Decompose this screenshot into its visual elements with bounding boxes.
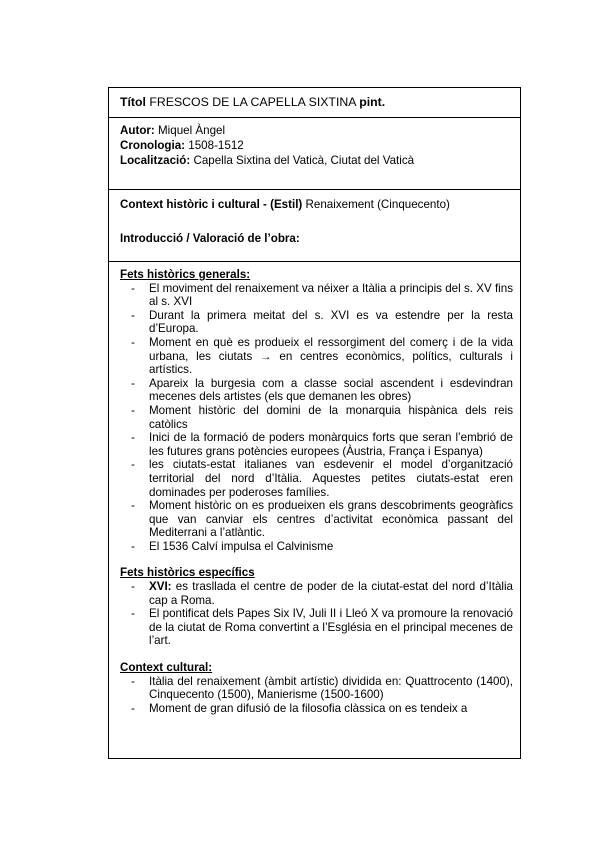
list-item (109, 309, 520, 336)
dash-bullet: - (131, 335, 135, 349)
list-item (109, 377, 520, 404)
dash-bullet: - (131, 376, 135, 390)
cronologia-label: Cronologia: (120, 139, 186, 152)
list-item (109, 431, 520, 458)
title-suffix: pint. (359, 95, 386, 109)
section-list (109, 580, 520, 648)
cronologia-value: 1508-1512 (188, 139, 244, 152)
list-item (109, 499, 520, 540)
item-text: El pontificat dels Papes Six IV, Juli II i Lleó X va promoure la renovació de la ciutat de Roma convertint a l’Església en el principal mecenes de l’art. (149, 607, 513, 648)
context-value: Renaixement (Cinquecento) (305, 198, 450, 211)
item-text: Apareix la burgesia com a classe social ascendent i esdevindran mecenes dels artistes (els que demanen les obres) (149, 376, 513, 404)
dash-bullet: - (131, 458, 135, 472)
dash-bullet: - (131, 674, 135, 688)
dash-bullet: - (131, 607, 135, 621)
localitzacio-row (120, 154, 414, 168)
list-item (109, 675, 520, 702)
dash-bullet: - (131, 431, 135, 445)
item-bold: XVI: (149, 580, 172, 594)
document-title (120, 96, 385, 110)
list-item (109, 702, 520, 716)
item-text: Inici de la formació de poders monàrquics forts que seran l’embrió de les futures grans potències europees (Àustria, França i Espanya) (149, 431, 513, 458)
dash-bullet: - (131, 281, 135, 295)
list-item (109, 458, 520, 499)
section-list (109, 282, 520, 554)
section-gap (109, 553, 520, 566)
list-item (109, 404, 520, 431)
info-box (108, 117, 521, 190)
context-label: Context històric i cultural - (Estil) (120, 198, 303, 211)
section-title: Fets històrics generals: (120, 268, 251, 281)
dash-bullet: - (131, 499, 135, 513)
item-text: les ciutats-estat italianes van esdevenir el model d’organització territorial del nord d’Itàlia. Aquestes petites ciutats-estat eren dominades per poderoses famílies. (149, 458, 513, 499)
intro-label: Introducció / Valoració de l’obra: (120, 232, 300, 245)
list-item (109, 282, 520, 309)
item-text: El 1536 Calví impulsa el Calvinisme (149, 539, 334, 553)
list-item (109, 580, 520, 607)
title-value: FRESCOS DE LA CAPELLA SIXTINA (149, 95, 356, 109)
sections-container (109, 262, 520, 715)
localitzacio-value: Capella Sixtina del Vaticà, Ciutat del Vaticà (193, 154, 415, 167)
item-text: es trasllada el centre de poder de la ciutat-estat del nord d’Itàlia cap a Roma. (149, 580, 513, 607)
item-text: Moment de gran difusió de la filosofia clàssica on es tendeix a (149, 701, 468, 715)
item-text: El moviment del renaixement va néixer a Itàlia a principis del s. XV fins al s. XVI (149, 281, 513, 309)
section-title: Context cultural: (120, 661, 213, 675)
autor-row (120, 124, 225, 138)
list-item (109, 336, 520, 377)
dash-bullet: - (131, 701, 135, 715)
section-list (109, 675, 520, 716)
list-item (109, 540, 520, 554)
dash-bullet: - (131, 403, 135, 417)
item-text: Durant la primera meitat del s. XVI es va estendre per la resta d’Europa. (149, 308, 513, 336)
dash-bullet: - (131, 539, 135, 553)
title-box (108, 87, 521, 118)
context-row (120, 198, 450, 212)
section-gap (109, 648, 520, 661)
dash-bullet: - (131, 580, 135, 594)
context-box (108, 189, 521, 262)
item-text: Moment històric del domini de la monarquia hispànica dels reis catòlics (149, 403, 513, 431)
item-text: Moment històric on es produeixen els grans descobriments geogràfics que van canviar els centres d’activitat econòmica passant del Mediterrani a l’atlàntic. (149, 499, 513, 540)
list-item (109, 607, 520, 648)
facts-box (108, 261, 521, 759)
item-text: Moment en què es produeix el ressorgiment del comerç i de la vida urbana, les ciutats → en centres econòmics, polítics, culturals i artístics. (149, 335, 513, 377)
localitzacio-label: Localització: (120, 154, 191, 167)
dash-bullet: - (131, 308, 135, 322)
autor-value: Miquel Àngel (158, 124, 226, 137)
section-title: Fets històrics específics (120, 566, 255, 580)
autor-label: Autor: (120, 124, 155, 137)
title-label: Títol (120, 95, 146, 109)
item-text: Itàlia del renaixement (àmbit artístic) dividida en: Quattrocento (1400), Cinquecento (1500), Manierisme (1500-1600) (149, 674, 513, 702)
cronologia-row (120, 139, 244, 153)
intro-row (120, 232, 300, 246)
